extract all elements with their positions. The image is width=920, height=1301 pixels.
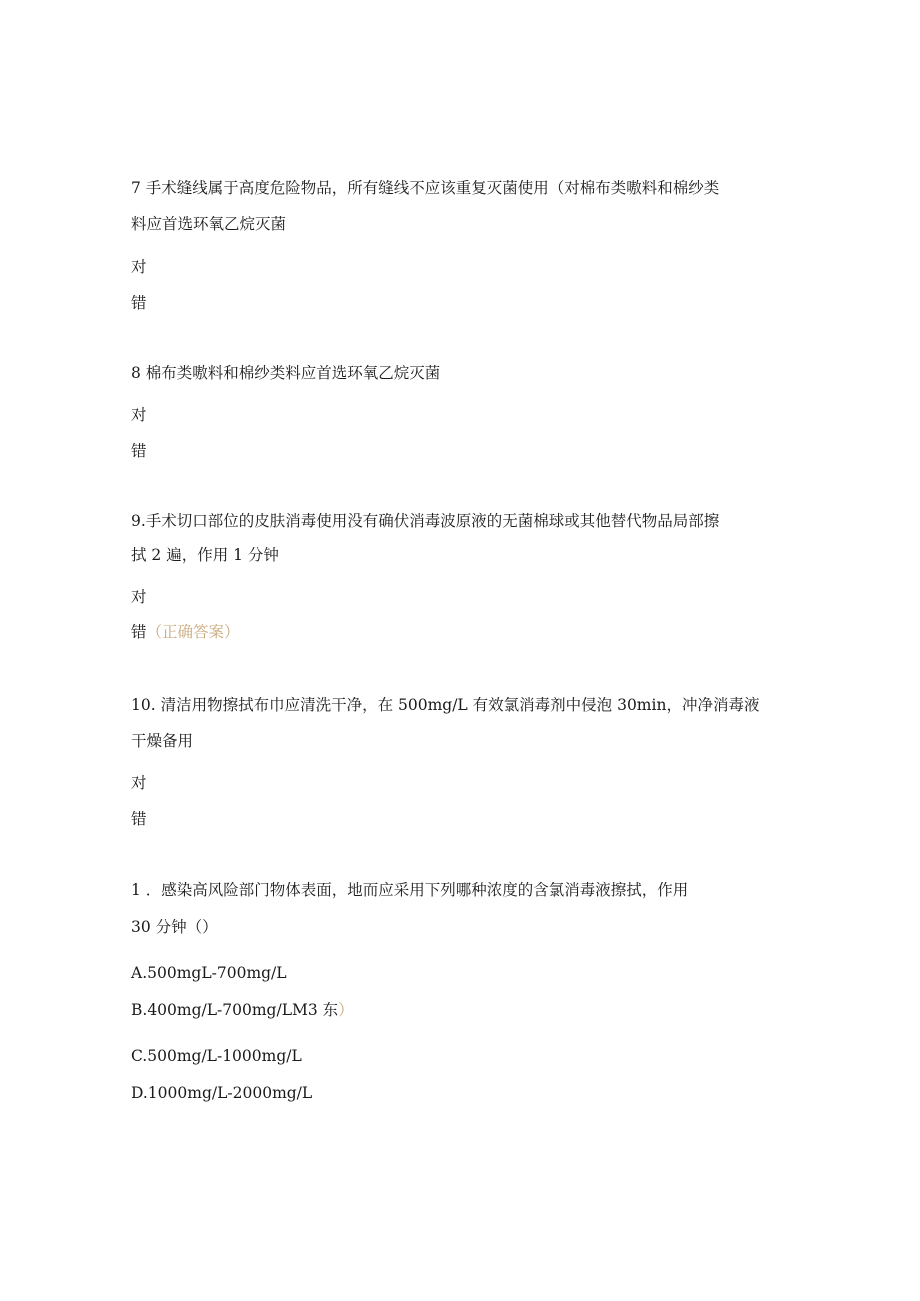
question-10-option-true[interactable]: 对 [131,774,147,792]
question-9-option-false[interactable] [131,621,240,643]
mc-option-b[interactable] [131,999,354,1021]
question-10-text-line2: 干燥备用 [131,732,194,750]
question-9-text-line2: 拭 2 遍，作用 1 分钟 [131,546,279,564]
mc-option-b-mark: ） [338,1001,354,1019]
question-7-text-line1: 7 手术缝线属于高度危险物品，所有缝线不应该重复灭菌使用（对棉布类嗷料和棉纱类 [131,179,720,197]
question-9-option-false-label: 错 [131,623,147,641]
mc-option-c[interactable]: C.500mg/L-1000mg/L [131,1047,302,1065]
mc-option-a[interactable]: A.500mgL-700mg/L [131,964,287,982]
question-10-option-false[interactable]: 错 [131,810,147,828]
question-9-option-true[interactable]: 对 [131,588,147,606]
question-8-option-false[interactable]: 错 [131,442,147,460]
mc-question-1-text-line1: 1 ．感染高风险部门物体表面，地而应采用下列哪种浓度的含氯消毒液擦拭，作用 [131,881,689,899]
mc-option-b-label: B.400mg/L-700mg/LM3 东 [131,1001,339,1019]
question-8-option-true[interactable]: 对 [131,406,147,424]
question-8-text: 8 棉布类嗷料和棉纱类料应首选环氧乙烷灭菌 [131,364,441,382]
question-7-option-false[interactable]: 错 [131,294,147,312]
question-10-text-line1: 10. 清洁用物擦拭布巾应清洗干净，在 500mg/L 有效氯消毒剂中侵泡 30min，冲净消毒液 [131,696,760,714]
question-7-option-true[interactable]: 对 [131,258,147,276]
mc-option-d[interactable]: D.1000mg/L-2000mg/L [131,1084,313,1102]
correct-answer-note: （正确答案） [146,623,240,641]
question-7-text-line2: 料应首选环氧乙烷灭菌 [131,215,287,233]
mc-question-1-text-line2: 30 分钟（） [131,918,218,936]
question-9-text-line1: 9.手术切口部位的皮肤消毒使用没有确伏消毒波原液的无菌棉球或其他替代物品局部擦 [131,512,720,530]
